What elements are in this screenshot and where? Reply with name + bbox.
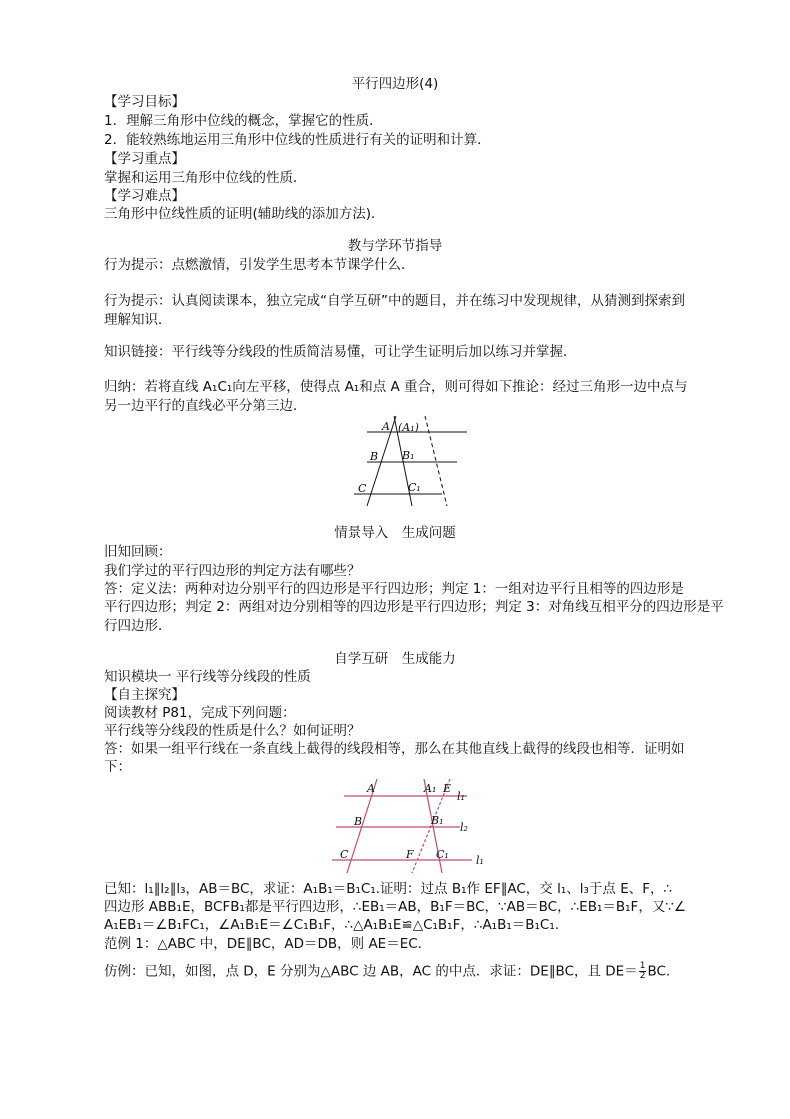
module-1-title: 知识模块一 平行线等分线段的性质 [104, 669, 311, 685]
difficulty-header: 【学习难点】 [104, 188, 185, 204]
answer-1: 答：如果一组平行线在一条直线上截得的线段相等，那么在其他直线上截得的线段也相等．证明如 [104, 741, 685, 757]
difficulty-text: 三角形中位线性质的证明(辅助线的添加方法)． [104, 206, 385, 222]
knowledge-link: 知识链接：平行线等分线段的性质简洁易懂，可让学生证明后加以练习并掌握． [104, 344, 577, 360]
key-header: 【学习重点】 [104, 151, 185, 167]
review-label: 旧知回顾： [104, 544, 172, 560]
fig2-label-b: B [354, 815, 363, 828]
fig2-label-b1: B₁ [431, 814, 444, 827]
tip-2b: 理解知识． [104, 312, 172, 328]
fig1-label-c1: C₁ [408, 481, 421, 494]
goal-1: 1．理解三角形中位线的概念，掌握它的性质． [104, 113, 383, 129]
tip-1: 行为提示：点燃激情，引发学生思考本节课学什么． [104, 257, 415, 273]
imitate-text-end: BC. [647, 963, 671, 980]
fig2-label-a: A [367, 782, 375, 795]
fig2-label-l1: l₁ [457, 790, 465, 803]
fig2-label-c1: C₁ [436, 848, 449, 861]
induction-a: 归纳：若将直线 A₁C₁向左平移，使得点 A₁和点 A 重合，则可得如下推论：经过三角形一边中点与 [104, 379, 688, 395]
goals-header: 【学习目标】 [104, 94, 185, 110]
figure-parallel-lines-2 [332, 776, 490, 874]
tip-2a: 行为提示：认真阅读课本，独立完成“自学互研”中的题目，并在练习中发现规律，从猜测到探索到 [104, 293, 685, 309]
imitate-example [104, 962, 670, 981]
page-title: 平行四边形(4) [351, 76, 439, 92]
figure-parallel-lines-1 [352, 410, 472, 510]
guide-title: 教与学环节指导 [347, 238, 443, 254]
answer-2: 下： [104, 759, 131, 775]
fig2-label-c: C [340, 848, 349, 861]
fig2-label-e: E [443, 782, 452, 795]
property-question: 平行线等分线段的性质是什么？如何证明？ [104, 723, 361, 739]
proof-3: A₁EB₁＝∠B₁FC₁，∠A₁B₁E＝∠C₁B₁F，∴△A₁B₁E≌△C₁B₁F，∴A₁B₁＝B₁C₁. [104, 917, 560, 933]
fig1-label-b: B [370, 450, 379, 463]
imitate-text: 仿例：已知，如图，点 D，E 分别为△ABC 边 AB，AC 的中点．求证：DE∥BC，且 DE＝ [104, 963, 638, 980]
fig1-label-a: A [382, 420, 390, 433]
induction-b: 另一边平行的直线必平分第三边． [104, 398, 307, 414]
review-question: 我们学过的平行四边形的判定方法有哪些？ [104, 563, 361, 579]
read-instruction: 阅读教材 P81，完成下列问题： [104, 705, 296, 721]
review-answer-2: 平行四边形；判定 2：两组对边分别相等的四边形是平行四边形；判定 3：对角线互相平分的四边形是平 [104, 599, 724, 615]
fig2-label-l2: l₂ [460, 821, 468, 834]
fig2-label-a1: A₁ [424, 782, 437, 795]
review-answer-1: 答：定义法：两种对边分别平行的四边形是平行四边形；判定 1：一组对边平行且相等的四边形是 [104, 581, 684, 597]
scene-title: 情景导入 生成问题 [334, 525, 456, 541]
fig1-label-a1: (A₁) [398, 421, 419, 434]
key-text: 掌握和运用三角形中位线的性质． [104, 170, 307, 186]
goal-2: 2．能较熟练地运用三角形中位线的性质进行有关的证明和计算． [104, 132, 491, 148]
explore-header: 【自主探究】 [104, 687, 185, 703]
fraction-one-half: $\frac{1}{2}$ [639, 961, 646, 981]
self-study-title: 自学互研 生成能力 [334, 651, 456, 667]
proof-2: 四边形 ABB₁E，BCFB₁都是平行四边形，∴EB₁＝AB，B₁F＝BC，∵AB＝BC，∴EB₁＝B₁F，又∵∠ [104, 899, 687, 915]
fig1-label-c: C [358, 482, 367, 495]
fig2-label-l3: l₁ [476, 854, 484, 867]
example-1: 范例 1：△ABC 中，DE∥BC，AD＝DB，则 AE＝EC. [104, 936, 422, 952]
proof-1: 已知：l₁∥l₂∥l₃，AB＝BC，求证：A₁B₁＝B₁C₁.证明：过点 B₁作 EF∥AC，交 l₁、l₃于点 E、F，∴ [104, 881, 673, 897]
review-answer-3: 行四边形． [104, 618, 172, 634]
fig1-label-b1: B₁ [402, 449, 415, 462]
fig2-label-f: F [406, 848, 414, 861]
